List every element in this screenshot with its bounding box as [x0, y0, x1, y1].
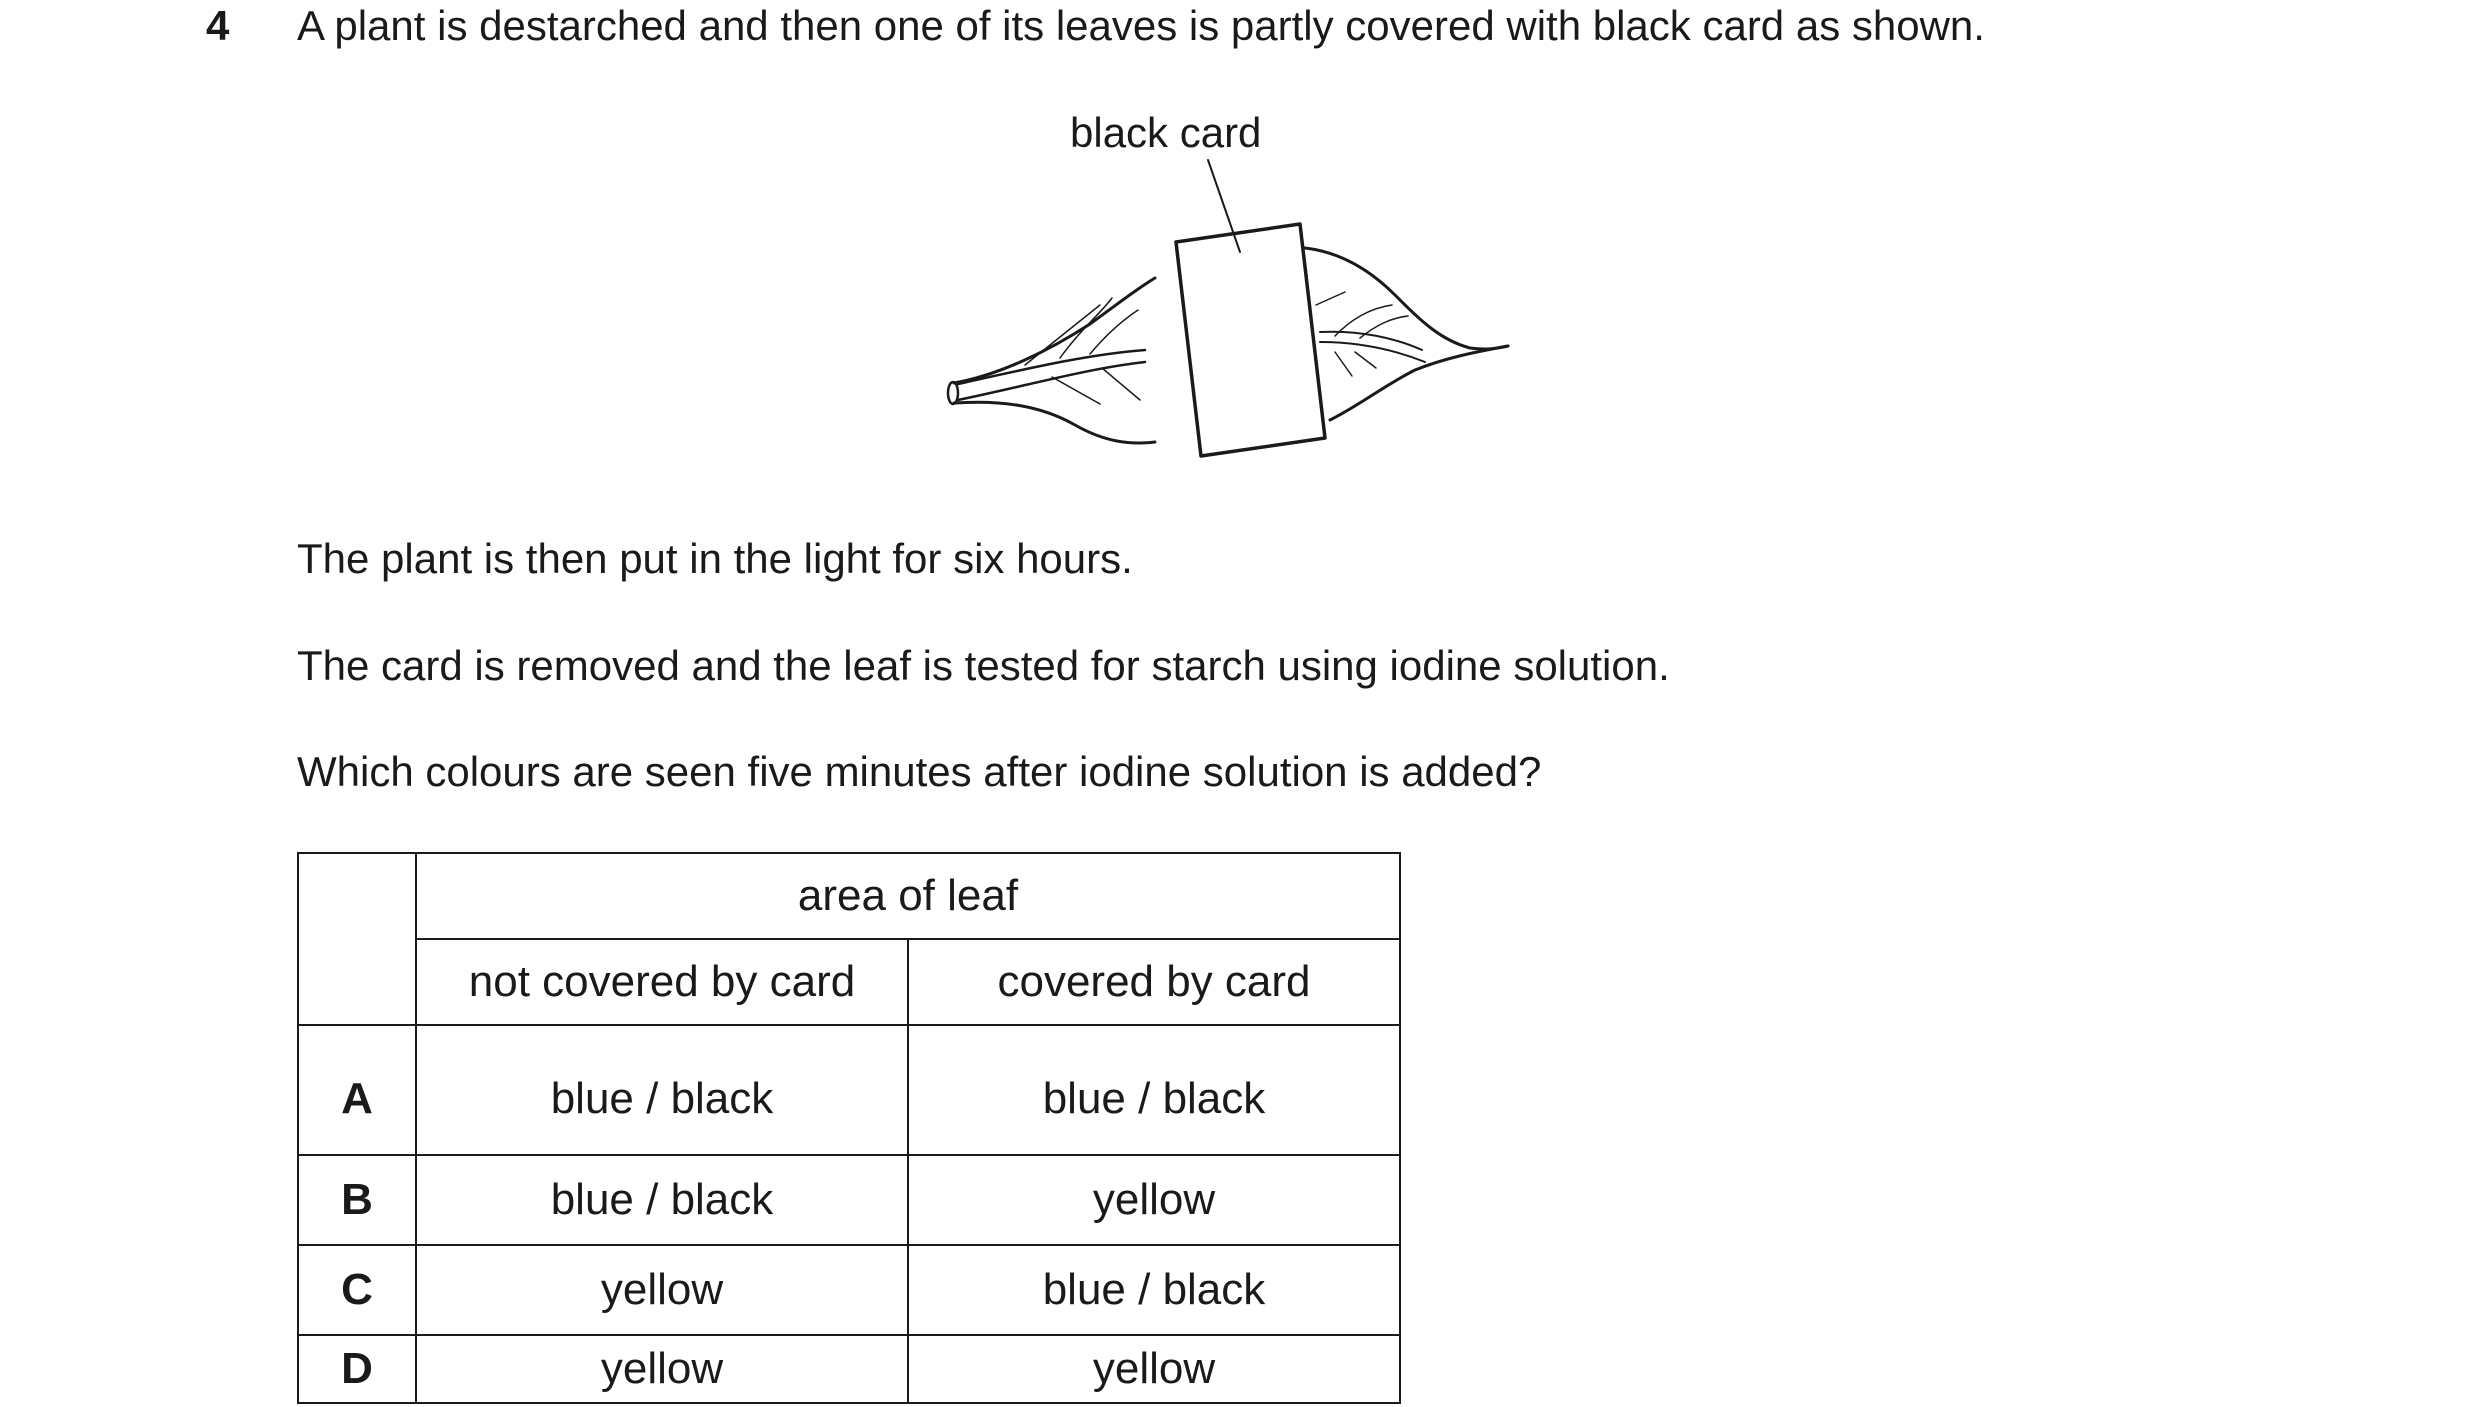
column-header-covered: covered by card — [908, 939, 1400, 1025]
option-row-d[interactable] — [298, 1335, 1400, 1403]
option-letter: A — [298, 1025, 416, 1155]
option-letter: D — [298, 1335, 416, 1403]
paragraph-light: The plant is then put in the light for six hours. — [297, 535, 1133, 582]
cell-covered: yellow — [908, 1335, 1400, 1403]
group-header: area of leaf — [416, 853, 1400, 939]
paragraph-question: Which colours are seen five minutes after iodine solution is added? — [297, 748, 1542, 795]
cell-covered: yellow — [908, 1155, 1400, 1245]
option-letter: B — [298, 1155, 416, 1245]
cell-not-covered: blue / black — [416, 1025, 908, 1155]
black-card-label: black card — [1070, 109, 1262, 156]
cell-covered: blue / black — [908, 1025, 1400, 1155]
cell-not-covered: yellow — [416, 1335, 908, 1403]
cell-covered: blue / black — [908, 1245, 1400, 1335]
question-number: 4 — [206, 2, 230, 49]
blank-header-cell — [298, 853, 416, 1025]
option-row-a[interactable] — [298, 1025, 1400, 1155]
column-header-not-covered: not covered by card — [416, 939, 908, 1025]
paragraph-starch-test: The card is removed and the leaf is tested for starch using iodine solution. — [297, 642, 1670, 689]
answer-table — [297, 852, 1401, 1404]
option-row-c[interactable] — [298, 1245, 1400, 1335]
cell-not-covered: blue / black — [416, 1155, 908, 1245]
leaf-diagram — [940, 100, 1580, 490]
question-stem: A plant is destarched and then one of its leaves is partly covered with black card as shown. — [297, 2, 1985, 49]
option-letter: C — [298, 1245, 416, 1335]
cell-not-covered: yellow — [416, 1245, 908, 1335]
leaf-illustration — [940, 100, 1580, 490]
option-row-b[interactable] — [298, 1155, 1400, 1245]
